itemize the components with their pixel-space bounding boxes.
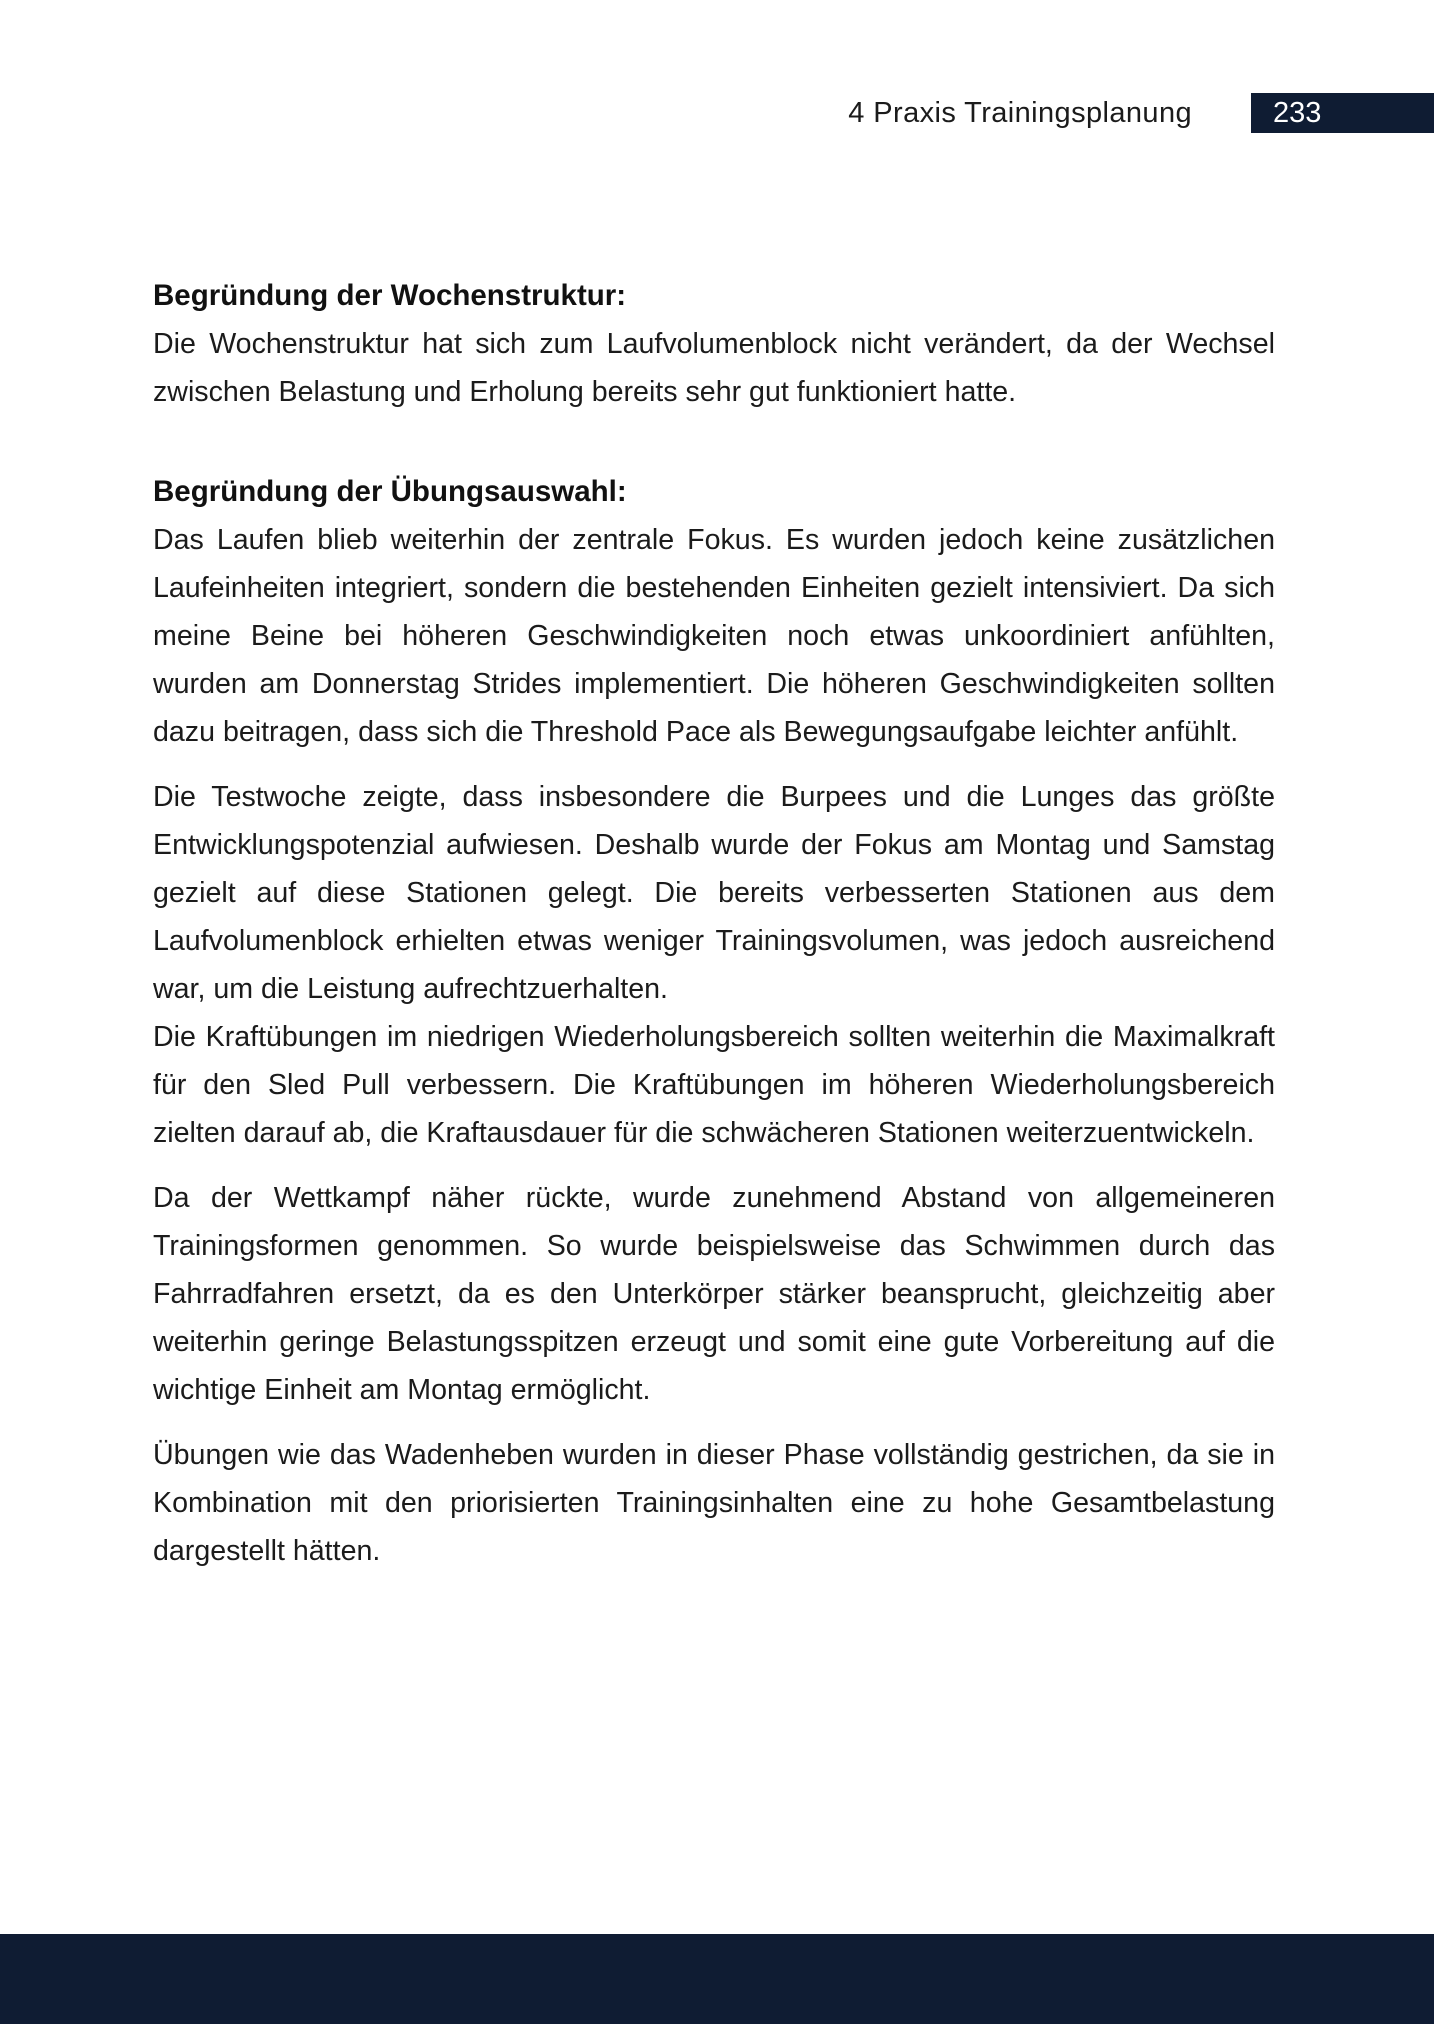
paragraph-spacer	[153, 1414, 1275, 1431]
page-body	[153, 272, 1275, 1575]
paragraph-spacer	[153, 756, 1275, 773]
section-heading-uebungsauswahl: Begründung der Übungsauswahl:	[153, 475, 627, 508]
chapter-title: 4 Praxis Trainingsplanung	[848, 97, 1192, 129]
footer-band	[0, 1934, 1434, 2024]
paragraph: Übungen wie das Wadenheben wurden in dieser Phase vollständig gestrichen, da sie in Kombination mit den priorisierten Trainingsinhalten eine zu hohe Gesamtbelastung dargestellt hätten.	[153, 1439, 1275, 1567]
paragraph: Die Kraftübungen im niedrigen Wiederholungsbereich sollten weiterhin die Maximalkraft für den Sled Pull verbessern. Die Kraftübungen im höheren Wiederholungsbereich zielten darauf ab, die Kraftausdauer für die schwächeren Stationen weiterzuentwickeln.	[153, 1021, 1275, 1149]
paragraph: Das Laufen blieb weiterhin der zentrale Fokus. Es wurden jedoch keine zusätzlichen Laufeinheiten integriert, sondern die bestehenden Einheiten gezielt intensiviert. Da sich meine Beine bei höheren Geschwindigkeiten noch etwas unkoordiniert anfühlten, wurden am Donnerstag Strides implementiert. Die höheren Geschwindigkeiten sollten dazu beitragen, dass sich die Threshold Pace als Bewegungsaufgabe leichter anfühlt.	[153, 524, 1275, 748]
running-header	[0, 93, 1434, 133]
section-spacer	[153, 416, 1275, 468]
paragraph-spacer	[153, 1157, 1275, 1174]
page-number: 233	[1251, 93, 1434, 133]
section-heading-wochenstruktur: Begründung der Wochenstruktur:	[153, 279, 627, 312]
paragraph: Die Wochenstruktur hat sich zum Laufvolumenblock nicht verändert, da der Wechsel zwischen Belastung und Erholung bereits sehr gut funktioniert hatte.	[153, 328, 1275, 408]
paragraph: Die Testwoche zeigte, dass insbesondere die Burpees und die Lunges das größte Entwicklungspotenzial aufwiesen. Deshalb wurde der Fokus am Montag und Samstag gezielt auf diese Stationen gelegt. Die bereits verbesserten Stationen aus dem Laufvolumenblock erhielten etwas weniger Trainingsvolumen, was jedoch ausreichend war, um die Leistung aufrechtzuerhalten.	[153, 781, 1275, 1005]
paragraph: Da der Wettkampf näher rückte, wurde zunehmend Abstand von allgemeineren Trainingsformen genommen. So wurde beispielsweise das Schwimmen durch das Fahrradfahren ersetzt, da es den Unterkörper stärker beansprucht, gleichzeitig aber weiterhin geringe Belastungsspitzen erzeugt und somit eine gute Vorbereitung auf die wichtige Einheit am Montag ermöglicht.	[153, 1182, 1275, 1406]
